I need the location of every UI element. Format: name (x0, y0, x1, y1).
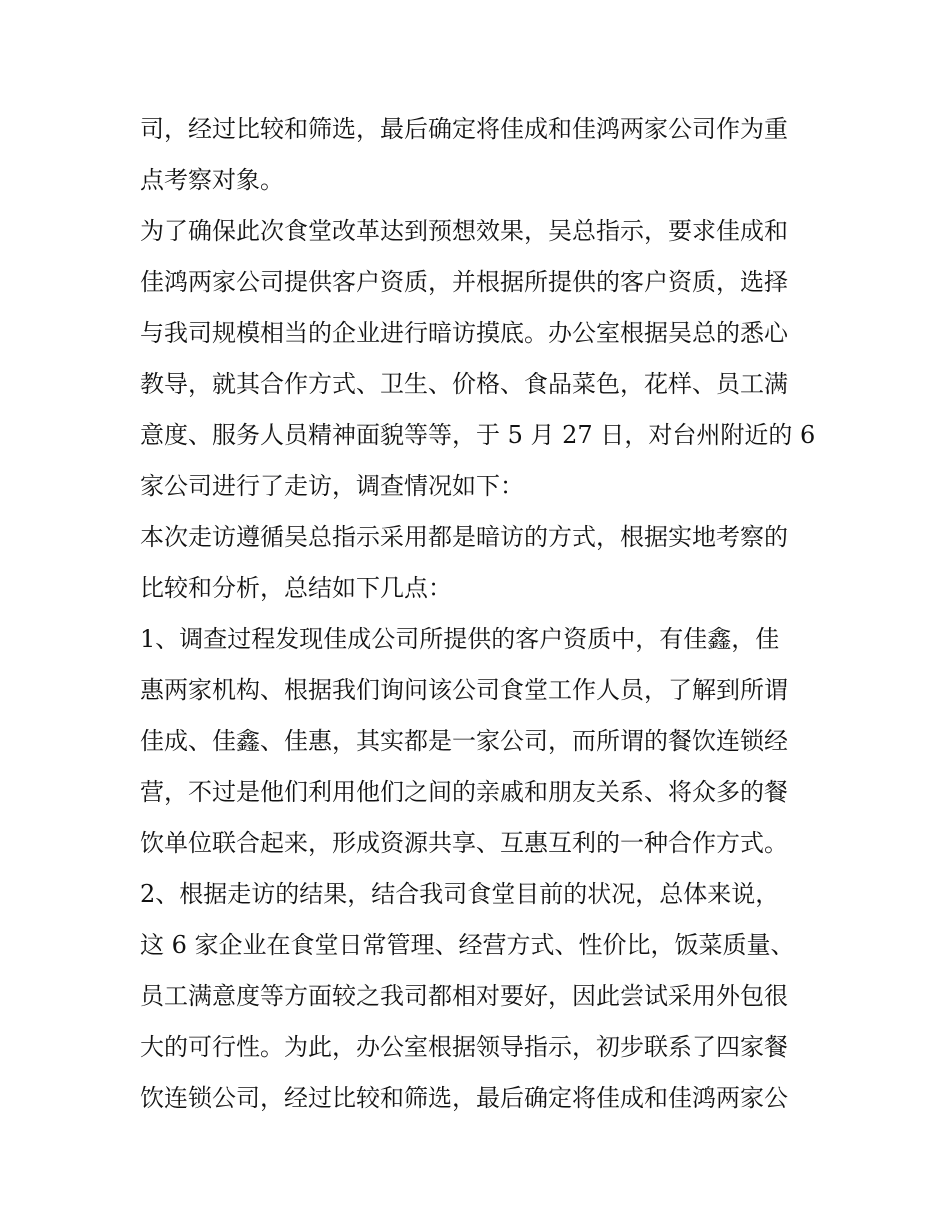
text-line: 饮连锁公司，经过比较和筛选，最后确定将佳成和佳鸿两家公 (140, 1084, 788, 1112)
text-line: 本次走访遵循吴总指示采用都是暗访的方式，根据实地考察的 (140, 523, 788, 551)
text-line: 佳鸿两家公司提供客户资质，并根据所提供的客户资质，选择 (140, 268, 788, 296)
text-line: 这 6 家企业在食堂日常管理、经营方式、性价比，饭菜质量、 (140, 931, 795, 959)
text-line: 司，经过比较和筛选，最后确定将佳成和佳鸿两家公司作为重 (140, 115, 788, 143)
text-line: 与我司规模相当的企业进行暗访摸底。办公室根据吴总的悉心 (140, 319, 788, 347)
text-line: 家公司进行了走访，调查情况如下： (140, 472, 524, 500)
text-line: 比较和分析，总结如下几点： (140, 574, 452, 602)
text-line: 教导，就其合作方式、卫生、价格、食品菜色，花样、员工满 (140, 370, 788, 398)
document-body (140, 104, 820, 1124)
text-line: 营，不过是他们利用他们之间的亲戚和朋友关系、将众多的餐 (140, 778, 788, 806)
text-line: 饮单位联合起来，形成资源共享、互惠互利的一种合作方式。 (140, 829, 788, 857)
text-line: 意度、服务人员精神面貌等等，于 5 月 27 日，对台州附近的 6 (140, 421, 816, 449)
text-line: 1、调查过程发现佳成公司所提供的客户资质中，有佳鑫，佳 (140, 625, 780, 653)
text-line: 佳成、佳鑫、佳惠，其实都是一家公司，而所谓的餐饮连锁经 (140, 727, 788, 755)
text-line: 点考察对象。 (140, 166, 284, 194)
text-line: 2、根据走访的结果，结合我司食堂目前的状况，总体来说， (140, 880, 780, 908)
text-line: 惠两家机构、根据我们询问该公司食堂工作人员，了解到所谓 (140, 676, 788, 704)
text-line: 为了确保此次食堂改革达到预想效果，吴总指示，要求佳成和 (140, 217, 788, 245)
text-line: 员工满意度等方面较之我司都相对要好，因此尝试采用外包很 (140, 982, 788, 1010)
text-line: 大的可行性。为此，办公室根据领导指示，初步联系了四家餐 (140, 1033, 788, 1061)
